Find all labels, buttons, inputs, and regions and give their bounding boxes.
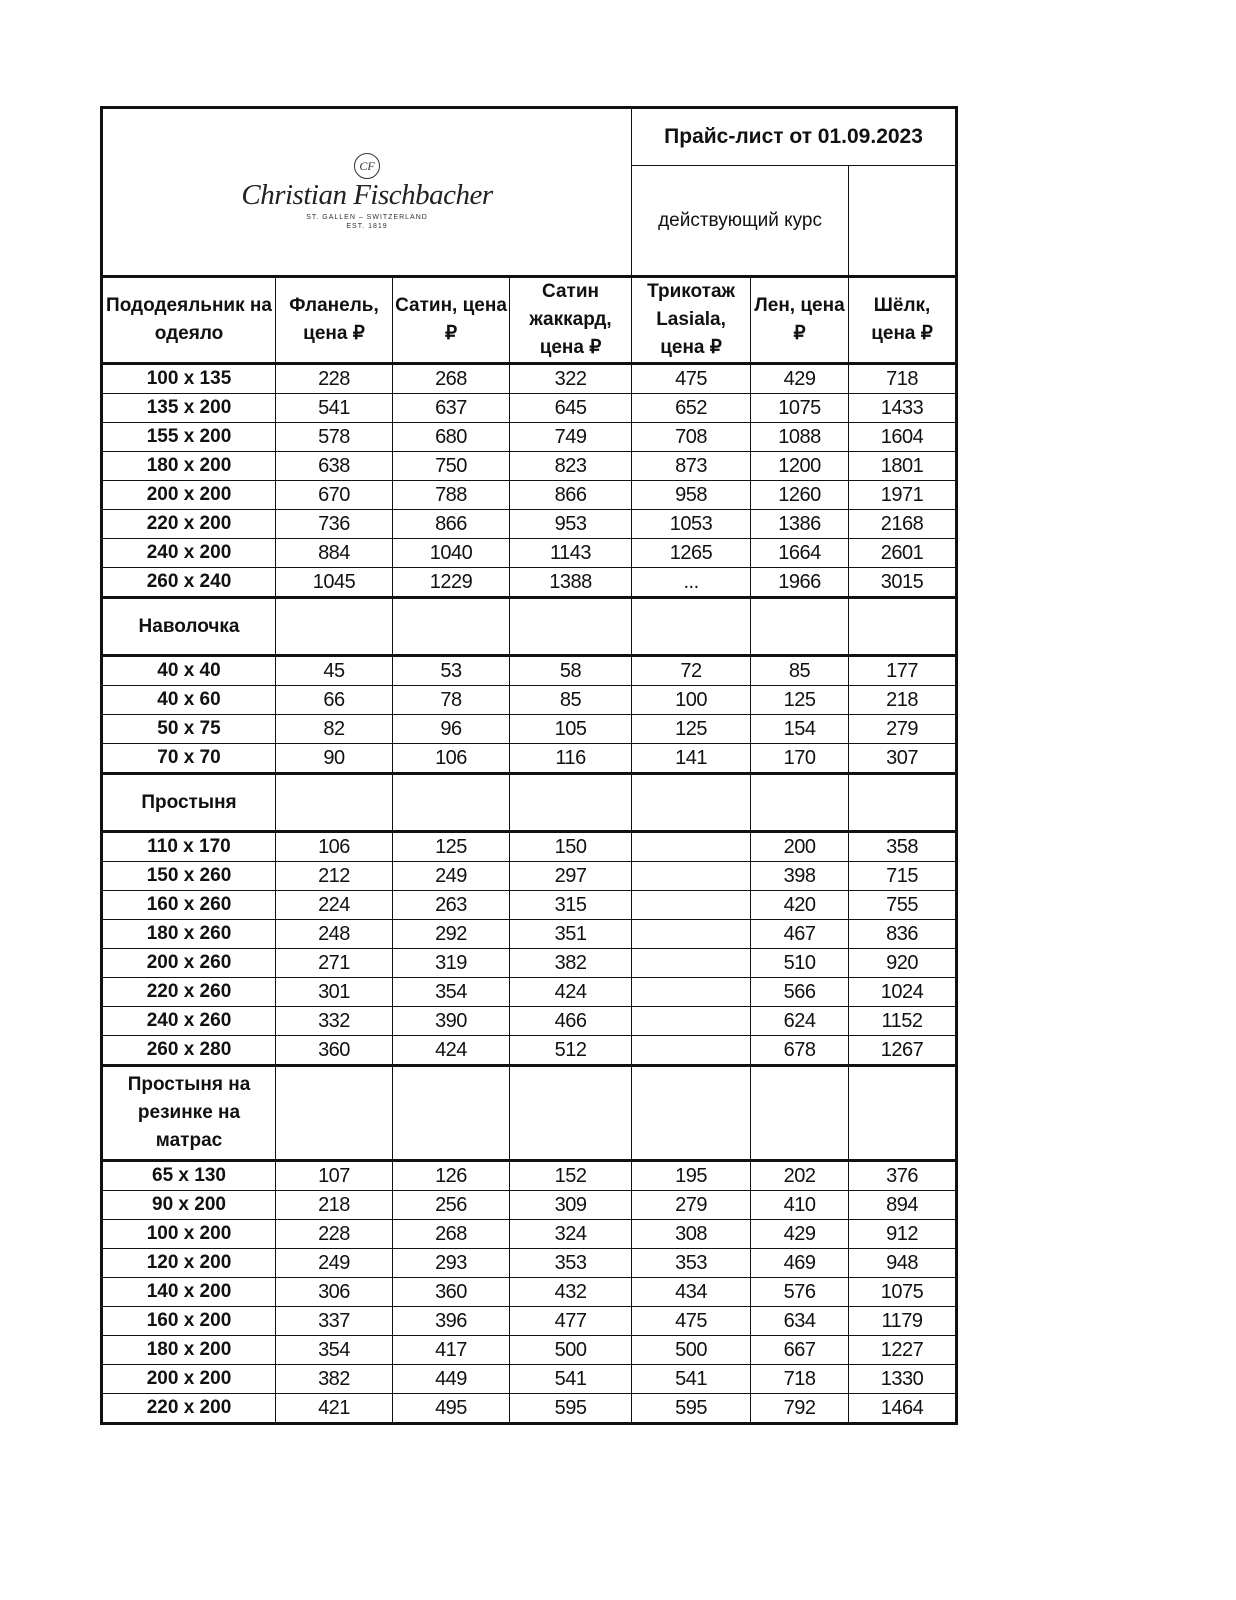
price-cell: 715 (849, 862, 957, 891)
section-title: Простыня на резинке на матрас (102, 1066, 276, 1161)
size-cell: 140 x 200 (102, 1278, 276, 1307)
price-cell: 1265 (632, 539, 751, 568)
size-cell: 180 x 200 (102, 1336, 276, 1365)
price-cell: 953 (510, 510, 632, 539)
section-header-row (102, 774, 957, 832)
price-cell: 58 (510, 656, 632, 686)
price-cell: 1664 (751, 539, 849, 568)
price-cell: 1386 (751, 510, 849, 539)
size-cell: 240 x 200 (102, 539, 276, 568)
price-cell: 429 (751, 1220, 849, 1249)
price-cell: 495 (393, 1394, 510, 1424)
column-header: Сатин жаккард, цена ₽ (510, 277, 632, 364)
price-cell: 319 (393, 949, 510, 978)
price-cell: 1388 (510, 568, 632, 598)
price-cell: 678 (751, 1036, 849, 1066)
price-cell: 510 (751, 949, 849, 978)
price-list-sheet (100, 106, 955, 1425)
table-row (102, 423, 957, 452)
table-row (102, 510, 957, 539)
table-row (102, 1394, 957, 1424)
price-cell: 429 (751, 364, 849, 394)
rate-value (849, 166, 957, 277)
price-cell: 1075 (751, 394, 849, 423)
price-cell: 354 (276, 1336, 393, 1365)
price-cell: 637 (393, 394, 510, 423)
price-cell: 1604 (849, 423, 957, 452)
table-row (102, 481, 957, 510)
price-cell: 1330 (849, 1365, 957, 1394)
price-cell: 541 (632, 1365, 751, 1394)
price-cell: 1143 (510, 539, 632, 568)
price-cell: 106 (276, 832, 393, 862)
price-cell: 141 (632, 744, 751, 774)
empty-cell (276, 774, 393, 832)
price-cell: 475 (632, 1307, 751, 1336)
column-header: Лен, цена ₽ (751, 277, 849, 364)
price-cell: 2168 (849, 510, 957, 539)
price-cell: 652 (632, 394, 751, 423)
price-cell: 920 (849, 949, 957, 978)
price-cell: 309 (510, 1191, 632, 1220)
price-cell: 718 (849, 364, 957, 394)
price-cell: 170 (751, 744, 849, 774)
price-cell: 248 (276, 920, 393, 949)
price-cell: 792 (751, 1394, 849, 1424)
table-row (102, 920, 957, 949)
price-cell (632, 1036, 751, 1066)
brand-name: Christian Fischbacher (241, 179, 493, 211)
price-cell: 177 (849, 656, 957, 686)
price-cell: 360 (276, 1036, 393, 1066)
price-cell: 750 (393, 452, 510, 481)
empty-cell (751, 598, 849, 656)
price-cell: 279 (632, 1191, 751, 1220)
size-cell: 220 x 200 (102, 1394, 276, 1424)
price-cell: 624 (751, 1007, 849, 1036)
empty-cell (849, 774, 957, 832)
column-header: Пододеяльник на одеяло (102, 277, 276, 364)
table-row (102, 1036, 957, 1066)
price-cell: 308 (632, 1220, 751, 1249)
price-cell: 595 (510, 1394, 632, 1424)
price-cell: 307 (849, 744, 957, 774)
price-cell (632, 891, 751, 920)
size-cell: 50 x 75 (102, 715, 276, 744)
price-cell: 53 (393, 656, 510, 686)
size-cell: 160 x 200 (102, 1307, 276, 1336)
table-row (102, 978, 957, 1007)
table-row (102, 568, 957, 598)
price-cell (632, 862, 751, 891)
empty-cell (393, 1066, 510, 1161)
size-cell: 180 x 260 (102, 920, 276, 949)
price-cell: 2601 (849, 539, 957, 568)
price-cell: 894 (849, 1191, 957, 1220)
empty-cell (393, 774, 510, 832)
price-cell: 948 (849, 1249, 957, 1278)
price-cell: 107 (276, 1161, 393, 1191)
table-row (102, 744, 957, 774)
price-cell: 432 (510, 1278, 632, 1307)
table-row (102, 832, 957, 862)
price-cell: 1024 (849, 978, 957, 1007)
table-row (102, 452, 957, 481)
price-cell (632, 920, 751, 949)
price-cell: 332 (276, 1007, 393, 1036)
size-cell: 120 x 200 (102, 1249, 276, 1278)
price-cell: 541 (276, 394, 393, 423)
price-cell: 271 (276, 949, 393, 978)
size-cell: 260 x 280 (102, 1036, 276, 1066)
price-cell: 410 (751, 1191, 849, 1220)
price-cell (632, 949, 751, 978)
price-cell: 105 (510, 715, 632, 744)
table-row (102, 1220, 957, 1249)
price-cell: 218 (276, 1191, 393, 1220)
empty-cell (849, 1066, 957, 1161)
price-cell: 1200 (751, 452, 849, 481)
price-cell: 154 (751, 715, 849, 744)
price-cell: 836 (849, 920, 957, 949)
price-cell: 256 (393, 1191, 510, 1220)
price-cell: 1152 (849, 1007, 957, 1036)
price-cell: 125 (632, 715, 751, 744)
price-cell: 353 (632, 1249, 751, 1278)
brand-established: EST. 1819 (346, 223, 388, 230)
price-cell: 1433 (849, 394, 957, 423)
section-title: Наволочка (102, 598, 276, 656)
size-cell: 160 x 260 (102, 891, 276, 920)
price-cell: 249 (393, 862, 510, 891)
price-cell: 823 (510, 452, 632, 481)
price-cell: 100 (632, 686, 751, 715)
price-cell: 1229 (393, 568, 510, 598)
price-cell: 1966 (751, 568, 849, 598)
table-row (102, 539, 957, 568)
price-cell: 1267 (849, 1036, 957, 1066)
price-cell: 421 (276, 1394, 393, 1424)
price-cell: 873 (632, 452, 751, 481)
price-cell: 1227 (849, 1336, 957, 1365)
price-cell: 500 (510, 1336, 632, 1365)
price-cell: 390 (393, 1007, 510, 1036)
price-cell (632, 832, 751, 862)
empty-cell (632, 774, 751, 832)
price-cell: 708 (632, 423, 751, 452)
price-cell: 645 (510, 394, 632, 423)
price-cell: 150 (510, 832, 632, 862)
size-cell: 90 x 200 (102, 1191, 276, 1220)
price-cell: 566 (751, 978, 849, 1007)
price-cell: 958 (632, 481, 751, 510)
price-cell: 106 (393, 744, 510, 774)
price-cell: 398 (751, 862, 849, 891)
column-header-row (102, 277, 957, 364)
price-cell: 424 (393, 1036, 510, 1066)
price-cell: 718 (751, 1365, 849, 1394)
price-cell: 293 (393, 1249, 510, 1278)
page-title: Прайс-лист от 01.09.2023 (632, 108, 957, 166)
empty-cell (276, 1066, 393, 1161)
price-cell: 322 (510, 364, 632, 394)
price-cell: 279 (849, 715, 957, 744)
price-cell: 634 (751, 1307, 849, 1336)
table-row (102, 1007, 957, 1036)
price-cell: ... (632, 568, 751, 598)
price-cell: 116 (510, 744, 632, 774)
empty-cell (276, 598, 393, 656)
price-cell: 512 (510, 1036, 632, 1066)
price-cell: 1971 (849, 481, 957, 510)
price-cell: 788 (393, 481, 510, 510)
price-cell: 358 (849, 832, 957, 862)
price-cell: 667 (751, 1336, 849, 1365)
price-cell: 912 (849, 1220, 957, 1249)
brand-location: ST. GALLEN – SWITZERLAND (306, 214, 428, 221)
price-cell: 324 (510, 1220, 632, 1249)
price-cell: 670 (276, 481, 393, 510)
size-cell: 200 x 200 (102, 1365, 276, 1394)
size-cell: 200 x 260 (102, 949, 276, 978)
price-cell: 337 (276, 1307, 393, 1336)
brand-logo (103, 153, 631, 231)
size-cell: 65 x 130 (102, 1161, 276, 1191)
price-cell: 500 (632, 1336, 751, 1365)
price-cell: 1260 (751, 481, 849, 510)
size-cell: 220 x 200 (102, 510, 276, 539)
price-cell: 376 (849, 1161, 957, 1191)
price-cell: 578 (276, 423, 393, 452)
price-cell: 467 (751, 920, 849, 949)
size-cell: 40 x 60 (102, 686, 276, 715)
price-cell: 301 (276, 978, 393, 1007)
price-cell: 420 (751, 891, 849, 920)
table-row (102, 686, 957, 715)
price-cell: 90 (276, 744, 393, 774)
empty-cell (751, 774, 849, 832)
price-cell: 315 (510, 891, 632, 920)
table-row (102, 1278, 957, 1307)
size-cell: 155 x 200 (102, 423, 276, 452)
price-cell: 1088 (751, 423, 849, 452)
column-header: Сатин, цена ₽ (393, 277, 510, 364)
price-cell: 755 (849, 891, 957, 920)
table-row (102, 394, 957, 423)
price-cell: 884 (276, 539, 393, 568)
size-cell: 180 x 200 (102, 452, 276, 481)
size-cell: 100 x 200 (102, 1220, 276, 1249)
price-cell: 126 (393, 1161, 510, 1191)
table-row (102, 891, 957, 920)
price-cell: 595 (632, 1394, 751, 1424)
price-cell (632, 1007, 751, 1036)
price-cell: 3015 (849, 568, 957, 598)
section-header-row (102, 598, 957, 656)
table-row (102, 1191, 957, 1220)
price-cell: 353 (510, 1249, 632, 1278)
price-table (100, 106, 958, 1425)
price-cell: 1045 (276, 568, 393, 598)
price-cell: 417 (393, 1336, 510, 1365)
price-cell: 228 (276, 1220, 393, 1249)
price-cell: 66 (276, 686, 393, 715)
price-cell: 297 (510, 862, 632, 891)
price-cell: 1075 (849, 1278, 957, 1307)
price-cell: 268 (393, 1220, 510, 1249)
price-cell: 541 (510, 1365, 632, 1394)
price-cell: 202 (751, 1161, 849, 1191)
price-cell: 268 (393, 364, 510, 394)
size-cell: 150 x 260 (102, 862, 276, 891)
price-cell: 360 (393, 1278, 510, 1307)
empty-cell (393, 598, 510, 656)
column-header: Шёлк, цена ₽ (849, 277, 957, 364)
price-cell: 263 (393, 891, 510, 920)
price-cell: 45 (276, 656, 393, 686)
size-cell: 200 x 200 (102, 481, 276, 510)
price-cell: 449 (393, 1365, 510, 1394)
price-cell: 96 (393, 715, 510, 744)
empty-cell (510, 1066, 632, 1161)
logo-cell (102, 108, 632, 277)
price-cell: 306 (276, 1278, 393, 1307)
price-cell: 469 (751, 1249, 849, 1278)
table-row (102, 656, 957, 686)
price-cell: 866 (510, 481, 632, 510)
size-cell: 70 x 70 (102, 744, 276, 774)
empty-cell (632, 1066, 751, 1161)
price-cell: 576 (751, 1278, 849, 1307)
empty-cell (510, 598, 632, 656)
price-cell: 1179 (849, 1307, 957, 1336)
empty-cell (849, 598, 957, 656)
price-cell: 638 (276, 452, 393, 481)
table-row (102, 1365, 957, 1394)
table-row (102, 1161, 957, 1191)
table-row (102, 364, 957, 394)
price-cell (632, 978, 751, 1007)
size-cell: 240 x 260 (102, 1007, 276, 1036)
price-cell: 1464 (849, 1394, 957, 1424)
empty-cell (751, 1066, 849, 1161)
table-row (102, 1336, 957, 1365)
price-cell: 85 (751, 656, 849, 686)
price-cell: 212 (276, 862, 393, 891)
price-cell: 1053 (632, 510, 751, 539)
monogram-icon: CF (354, 153, 380, 179)
price-cell: 736 (276, 510, 393, 539)
price-cell: 382 (276, 1365, 393, 1394)
price-cell: 424 (510, 978, 632, 1007)
size-cell: 110 x 170 (102, 832, 276, 862)
column-header: Трикотаж Lasiala, цена ₽ (632, 277, 751, 364)
table-row (102, 1307, 957, 1336)
size-cell: 135 x 200 (102, 394, 276, 423)
table-row (102, 949, 957, 978)
size-cell: 100 x 135 (102, 364, 276, 394)
table-row (102, 862, 957, 891)
table-row (102, 1249, 957, 1278)
price-cell: 200 (751, 832, 849, 862)
price-cell: 292 (393, 920, 510, 949)
price-cell: 195 (632, 1161, 751, 1191)
price-cell: 1801 (849, 452, 957, 481)
price-cell: 396 (393, 1307, 510, 1336)
size-cell: 220 x 260 (102, 978, 276, 1007)
empty-cell (510, 774, 632, 832)
empty-cell (632, 598, 751, 656)
section-header-row (102, 1066, 957, 1161)
table-row (102, 715, 957, 744)
price-cell: 82 (276, 715, 393, 744)
section-title: Простыня (102, 774, 276, 832)
price-cell: 85 (510, 686, 632, 715)
price-cell: 1040 (393, 539, 510, 568)
price-cell: 351 (510, 920, 632, 949)
column-header: Фланель, цена ₽ (276, 277, 393, 364)
price-cell: 78 (393, 686, 510, 715)
price-cell: 125 (751, 686, 849, 715)
price-cell: 125 (393, 832, 510, 862)
price-cell: 475 (632, 364, 751, 394)
rate-label: действующий курс (632, 166, 849, 277)
size-cell: 260 x 240 (102, 568, 276, 598)
price-cell: 224 (276, 891, 393, 920)
price-cell: 72 (632, 656, 751, 686)
price-cell: 218 (849, 686, 957, 715)
price-cell: 249 (276, 1249, 393, 1278)
price-cell: 434 (632, 1278, 751, 1307)
price-cell: 354 (393, 978, 510, 1007)
price-cell: 749 (510, 423, 632, 452)
price-cell: 866 (393, 510, 510, 539)
price-cell: 152 (510, 1161, 632, 1191)
price-cell: 680 (393, 423, 510, 452)
size-cell: 40 x 40 (102, 656, 276, 686)
price-cell: 382 (510, 949, 632, 978)
price-cell: 477 (510, 1307, 632, 1336)
price-cell: 228 (276, 364, 393, 394)
price-cell: 466 (510, 1007, 632, 1036)
